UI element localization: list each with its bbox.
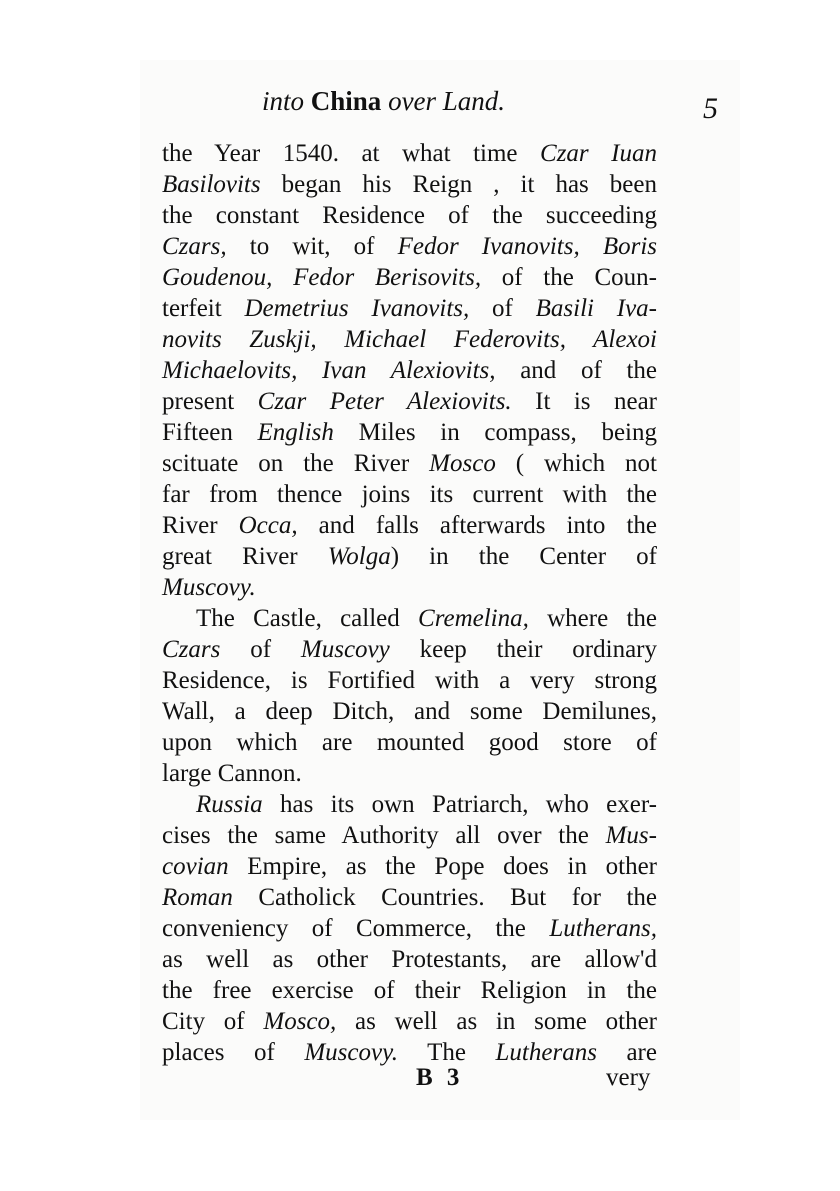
text-line [162, 851, 657, 882]
italic-segment: novits Zuskji, Michael Federovits, Alexoi [162, 326, 657, 353]
text-segment: It is near [511, 388, 657, 415]
italic-segment: Muscovy. [304, 1039, 399, 1066]
text-segment: ) in the Center of [390, 543, 657, 570]
italic-segment: Mus- [605, 822, 657, 849]
text-segment: Residence, is Fortified with a very strong [162, 667, 657, 694]
italic-segment: Mosco [429, 450, 496, 477]
text-line [162, 758, 657, 789]
text-line [162, 572, 657, 603]
italic-segment: Roman [162, 884, 233, 911]
text-segment: River [162, 512, 239, 539]
header-prefix: into [262, 86, 305, 116]
italic-segment: Occa, [238, 512, 298, 539]
text-segment: places of [162, 1039, 305, 1066]
text-line [162, 231, 657, 262]
italic-segment: Fedor Ivanovits, Boris [397, 233, 657, 260]
text-line [162, 386, 657, 417]
italic-segment: Czars [162, 636, 221, 663]
text-line [162, 1037, 657, 1068]
text-segment: large Cannon. [162, 760, 302, 787]
text-segment: the Year 1540. at what time [162, 140, 541, 167]
text-segment: keep their ordinary [389, 636, 657, 663]
text-segment: Fifteen [162, 419, 258, 446]
text-segment: upon which are mounted good store of [162, 729, 657, 756]
body-text [162, 138, 657, 1068]
text-segment: the constant Residence of the succeeding [162, 202, 657, 229]
text-segment: where the [528, 605, 657, 632]
text-line [162, 417, 657, 448]
text-segment: Miles in compass, being [333, 419, 657, 446]
text-segment: and falls afterwards into the [297, 512, 657, 539]
text-line [162, 324, 657, 355]
text-line [162, 262, 657, 293]
italic-segment: Demetrius Ivanovits, [244, 295, 470, 322]
text-line [162, 975, 657, 1006]
text-line [162, 355, 657, 386]
text-line [162, 541, 657, 572]
text-segment: to wit, of [226, 233, 398, 260]
text-segment: terfeit [162, 295, 245, 322]
italic-segment: Basili Iva- [535, 295, 657, 322]
text-segment: and of the [495, 357, 657, 384]
text-segment: Catholick Countries. But for the [232, 884, 657, 911]
text-segment: The [398, 1039, 496, 1066]
text-line [162, 665, 657, 696]
page-number: 5 [703, 92, 718, 125]
italic-segment: Michaelovits, Ivan Alexiovits, [162, 357, 496, 384]
italic-segment: Lutherans, [549, 915, 657, 942]
italic-segment: Basilovits [162, 171, 261, 198]
text-segment: The Castle, called [196, 605, 419, 632]
text-line [162, 510, 657, 541]
text-segment: are [596, 1039, 657, 1066]
italic-segment: Czars, [162, 233, 227, 260]
text-line [162, 789, 657, 820]
text-segment: cises the same Authority all over the [162, 822, 606, 849]
italic-segment: Russia [196, 791, 263, 818]
text-segment: City of [162, 1008, 264, 1035]
text-line [162, 293, 657, 324]
italic-segment: Czar Peter Alexiovits. [257, 388, 512, 415]
text-line [162, 820, 657, 851]
text-line [162, 944, 657, 975]
text-segment: of [220, 636, 301, 663]
text-line [162, 200, 657, 231]
italic-segment: Lutherans [495, 1039, 597, 1066]
text-line [162, 169, 657, 200]
signature-mark: B 3 [416, 1064, 464, 1091]
text-line [162, 448, 657, 479]
header-suffix: over Land. [388, 86, 506, 116]
running-header [262, 84, 505, 118]
italic-segment: English [257, 419, 334, 446]
text-segment: ( which not [495, 450, 657, 477]
catchword: very [606, 1064, 651, 1091]
text-line [162, 727, 657, 758]
text-segment: of [469, 295, 536, 322]
italic-segment: Cremelina, [418, 605, 529, 632]
text-segment: has its own Patriarch, who exer- [262, 791, 657, 818]
text-segment: present [162, 388, 258, 415]
text-line [162, 634, 657, 665]
text-line [162, 882, 657, 913]
text-line [162, 479, 657, 510]
text-line [162, 603, 657, 634]
text-segment: great River [162, 543, 328, 570]
text-segment: the free exercise of their Religion in the [162, 977, 657, 1004]
text-segment: began his Reign , it has been [260, 171, 657, 198]
text-segment: conveniency of Commerce, the [162, 915, 550, 942]
text-segment: Wall, a deep Ditch, and some Demilunes, [162, 698, 657, 725]
text-segment: Empire, as the Pope does in other [228, 853, 657, 880]
italic-segment: Goudenou, Fedor Berisovits, [162, 264, 482, 291]
italic-segment: Czar Iuan [540, 140, 657, 167]
italic-segment: covian [162, 853, 229, 880]
italic-segment: Muscovy. [162, 574, 256, 601]
text-line [162, 913, 657, 944]
text-line [162, 138, 657, 169]
text-line [162, 696, 657, 727]
text-segment: as well as in some other [336, 1008, 657, 1035]
text-segment: of the Coun- [481, 264, 657, 291]
text-segment: as well as other Protestants, are allow'd [162, 946, 657, 973]
italic-segment: Wolga [327, 543, 391, 570]
text-segment: far from thence joins its current with the [162, 481, 657, 508]
text-segment: scituate on the River [162, 450, 430, 477]
header-title-word: China [310, 86, 382, 116]
text-line [162, 1006, 657, 1037]
italic-segment: Mosco, [263, 1008, 337, 1035]
italic-segment: Muscovy [300, 636, 390, 663]
